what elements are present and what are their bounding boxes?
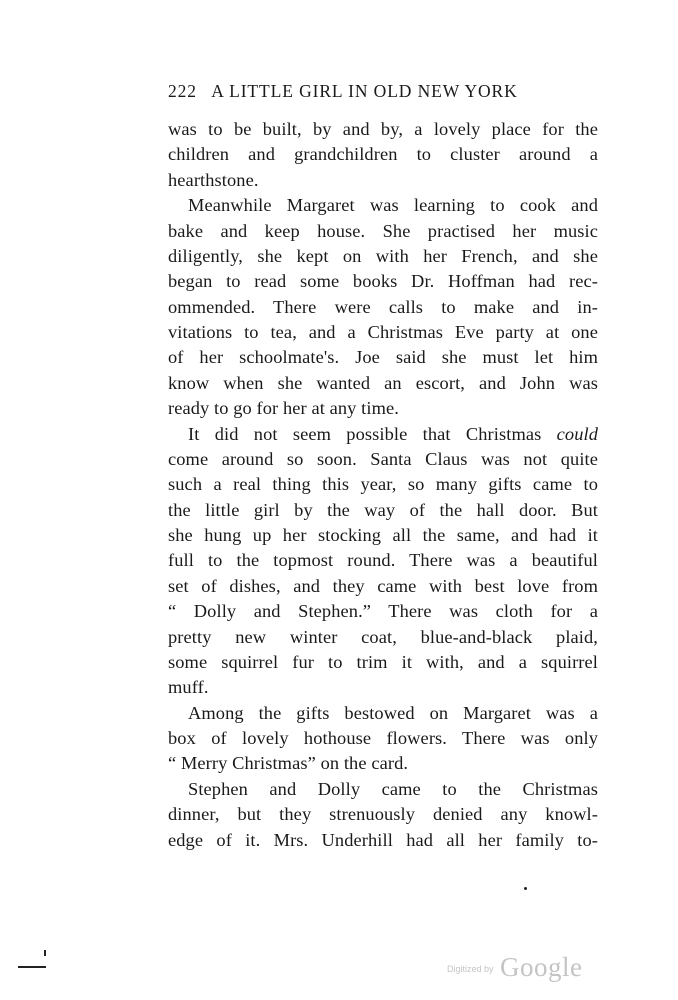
line-text: box of lovely hothouse flowers. There was only [168,728,598,748]
text-line [168,295,598,320]
page-number: 222 [168,81,197,101]
line-text: set of dishes, and they came with best love from [168,575,598,596]
line-text: ommended. There were calls to make and in- [168,296,598,317]
text-line [168,625,598,650]
text-line [168,675,598,700]
scan-speck [524,887,527,890]
line-text: Among the gifts bestowed on Margaret was a [188,702,598,723]
text-line [168,828,598,853]
text-line [168,472,598,497]
line-text: pretty new winter coat, blue-and-black plaid, [168,626,598,647]
body-text [168,117,598,853]
text-line [168,751,598,776]
line-text: some squirrel fur to trim it with, and a squirrel [168,651,598,672]
text-line [168,574,598,599]
line-text: muff. [168,677,209,698]
line-text: the little girl by the way of the hall door. But [168,499,598,520]
text-line [168,168,598,193]
text-line [168,548,598,573]
text-line [168,599,598,624]
line-text: dinner, but they strenuously denied any knowl- [168,804,598,825]
digitized-watermark [447,952,582,983]
italic-word: could [556,423,599,444]
text-line [168,193,598,218]
line-text: vitations to tea, and a Christmas Eve party at one [168,322,598,342]
line-text: “ Dolly and Stephen.” There was cloth for a [168,601,598,622]
text-line [168,396,598,421]
watermark-prefix: Digitized by [447,964,494,974]
text-line [168,777,598,802]
text-line [168,701,598,726]
text-line [168,422,598,447]
running-head [168,81,598,102]
text-line [168,320,598,345]
text-line [168,269,598,294]
text-line [168,523,598,548]
line-text: children and grandchildren to cluster around a [168,144,598,165]
line-text: bake and keep house. She practised her music [168,220,598,241]
text-line [168,219,598,244]
line-text: “ Merry Christmas” on the card. [168,753,409,774]
line-text: began to read some books Dr. Hoffman had rec- [168,271,598,292]
book-title: A LITTLE GIRL IN OLD NEW YORK [211,81,518,101]
line-text: Meanwhile Margaret was learning to cook and [188,195,598,216]
line-text: she hung up her stocking all the same, and had it [168,525,598,545]
google-logo: Google [499,952,583,982]
line-text: It did not seem possible that Christmas [188,423,542,444]
text-line [168,726,598,751]
scan-mark [18,966,46,968]
line-text: know when she wanted an escort, and John was [168,372,598,393]
line-text: of her schoolmate's. Joe said she must let him [168,347,598,368]
text-line [168,371,598,396]
line-text: diligently, she kept on with her French, and she [168,245,598,266]
line-text: was to be built, by and by, a lovely place for the [168,119,598,139]
line-text: come around so soon. Santa Claus was not quite [168,448,598,469]
line-text: ready to go for her at any time. [168,398,399,419]
text-line [168,142,598,167]
line-text: hearthstone. [168,169,259,190]
text-line [168,650,598,675]
text-line [168,244,598,269]
text-line [168,802,598,827]
line-text: Stephen and Dolly came to the Christmas [188,778,598,799]
line-text: edge of it. Mrs. Underhill had all her family to- [168,829,598,850]
text-line [168,447,598,472]
scan-speck [44,950,46,956]
line-text: such a real thing this year, so many gifts came to [168,474,598,495]
text-line [168,117,598,142]
text-line [168,345,598,370]
line-text: full to the topmost round. There was a beautiful [168,550,598,571]
text-line [168,498,598,523]
